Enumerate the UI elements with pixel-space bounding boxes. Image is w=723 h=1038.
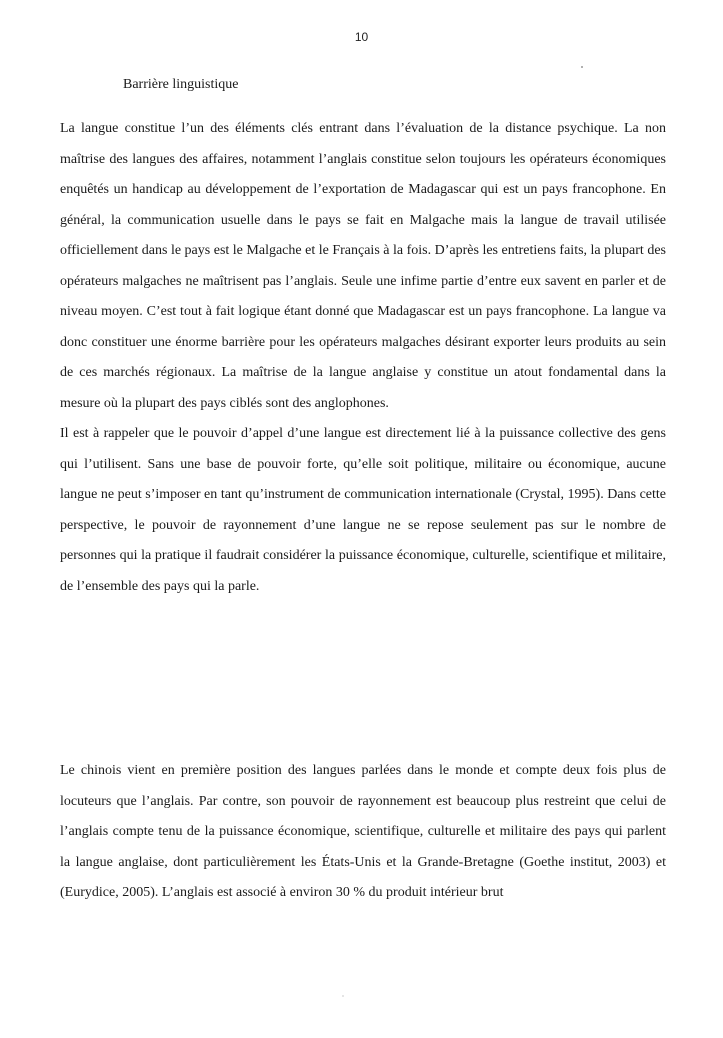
text-block-bottom — [60, 756, 666, 909]
paragraph-chinese-english: Le chinois vient en première position des langues parlées dans le monde et compte deux fois plus de locuteurs que l’anglais. Par contre, son pouvoir de rayonnement est beaucoup plus restreint que celui de l’anglais compte tenu de la puissance économique, scientifique, culturelle et militaire des pays qui parlent la langue anglaise, dont particulièrement les États-Unis et la Grande-Bretagne (Goethe institut, 2003) et (Eurydice, 2005). L’anglais est associé à environ 30 % du produit intérieur brut — [60, 763, 666, 900]
text-block-top — [60, 114, 666, 602]
page-number: 10 — [354, 30, 369, 44]
scan-speck — [581, 66, 583, 68]
section-heading: Barrière linguistique — [123, 77, 239, 92]
paragraph-language-power: Il est à rappeler que le pouvoir d’appel d’une langue est directement lié à la puissance collective des gens qui l’utilisent. Sans une base de pouvoir forte, qu’elle soit politique, militaire ou économique, aucune langue ne peut s’imposer en tant qu’instrument de communication internationale (Crystal, 1995). Dans cette perspective, le pouvoir de rayonnement d’une langue ne se repose seulement pas sur le nombre de personnes qui la pratique il faudrait considérer la puissance économique, culturelle, scientifique et militaire, de l’ensemble des pays qui la parle. — [60, 426, 666, 594]
paragraph-language-distance: La langue constitue l’un des éléments clés entrant dans l’évaluation de la distance psychique. La non maîtrise des langues des affaires, notamment l’anglais constitue selon toujours les opérateurs économiques enquêtés un handicap au développement de l’exportation de Madagascar qui est un pays francophone. En général, la communication usuelle dans le pays se fait en Malgache mais la langue de travail utilisée officiellement dans le pays est le Malgache et le Français à la fois. D’après les entretiens faits, la plupart des opérateurs malgaches ne maîtrisent pas l’anglais. Seule une infime partie d’entre eux savent en parler et de niveau moyen. C’est tout à fait logique étant donné que Madagascar est un pays francophone. La langue va donc constituer une énorme barrière pour les opérateurs malgaches désirant exporter leurs produits au sein de ces marchés régionaux. La maîtrise de la langue anglaise y constitue un atout fondamental dans la mesure où la plupart des pays ciblés sont des anglophones. — [60, 121, 666, 411]
scan-speck — [342, 995, 344, 997]
